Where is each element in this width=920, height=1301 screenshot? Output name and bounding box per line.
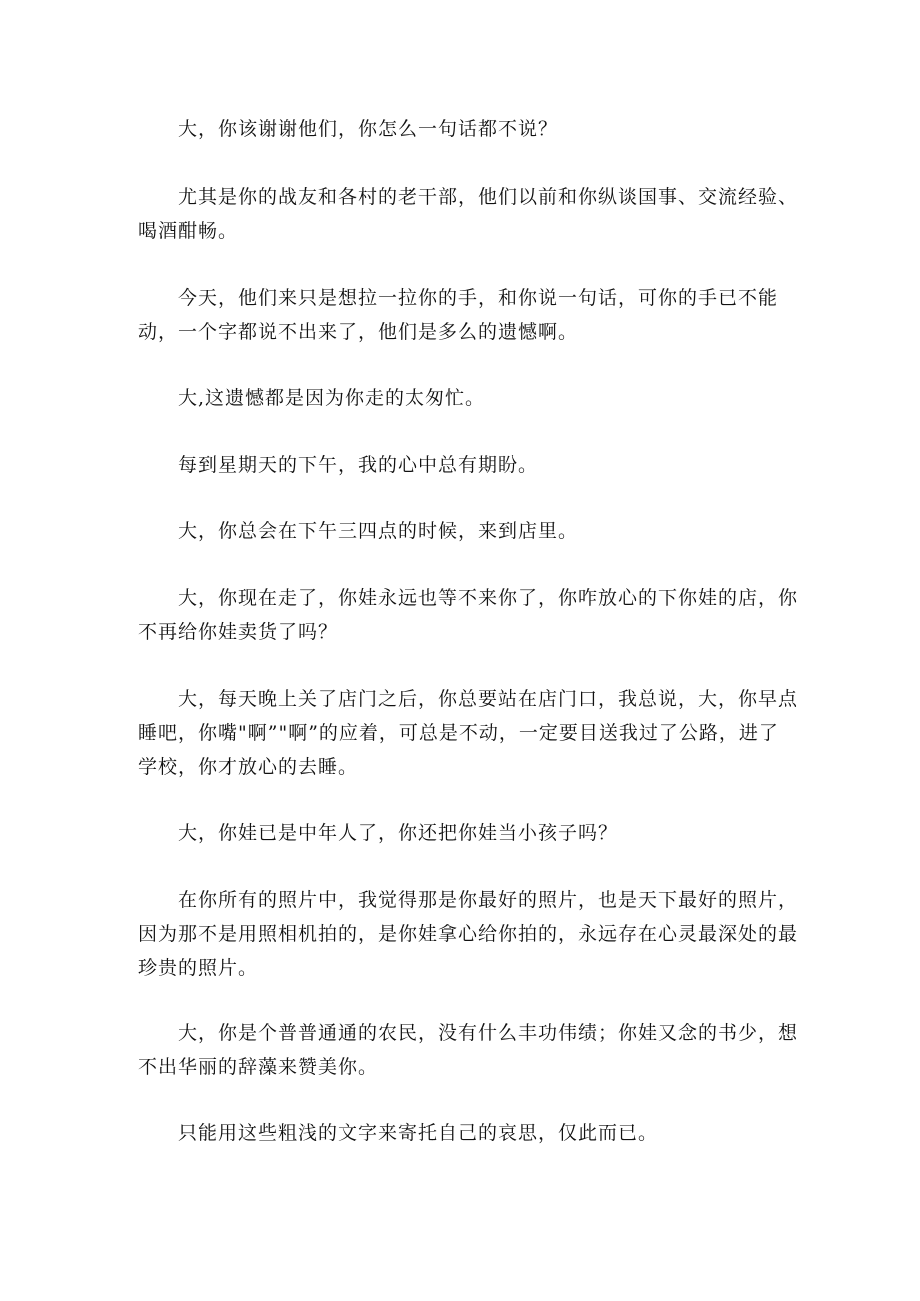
paragraph-9: 大，你娃已是中年人了，你还把你娃当小孩子吗？ [178, 822, 619, 844]
paragraph-7: 大，你现在走了，你娃永远也等不来你了，你咋放心的下你娃的店，你不再给你娃卖货了吗？ [138, 587, 799, 643]
paragraph-4: 大,这遗憾都是因为你走的太匆忙。 [178, 387, 486, 409]
paragraph-10: 在你所有的照片中，我觉得那是你最好的照片，也是天下最好的照片，因为那不是用照相机拍的，是你娃拿心给你拍的，永远存在心灵最深处的最珍贵的照片。 [138, 889, 799, 979]
paragraph-8: 大，每天晚上关了店门之后，你总要站在店门口，我总说，大，你早点睡吧，你嘴"啊”"啊”的应着，可总是不动，一定要目送我过了公路，进了学校，你才放心的去睡。 [138, 688, 799, 778]
paragraph-11: 大，你是个普普通通的农民，没有什么丰功伟绩；你娃又念的书少，想不出华丽的辞藻来赞美你。 [138, 1022, 799, 1078]
paragraph-3: 今天，他们来只是想拉一拉你的手，和你说一句话，可你的手已不能动，一个字都说不出来了，他们是多么的遗憾啊。 [138, 287, 779, 343]
paragraph-1: 大，你该谢谢他们，你怎么一句话都不说？ [178, 118, 559, 140]
paragraph-6: 大，你总会在下午三四点的时候，来到店里。 [178, 520, 579, 542]
paragraph-2: 尤其是你的战友和各村的老干部，他们以前和你纵谈国事、交流经验、喝酒酣畅。 [138, 186, 799, 242]
paragraph-5: 每到星期天的下午，我的心中总有期盼。 [178, 454, 539, 476]
paragraph-12: 只能用这些粗浅的文字来寄托自己的哀思，仅此而已。 [178, 1122, 659, 1144]
